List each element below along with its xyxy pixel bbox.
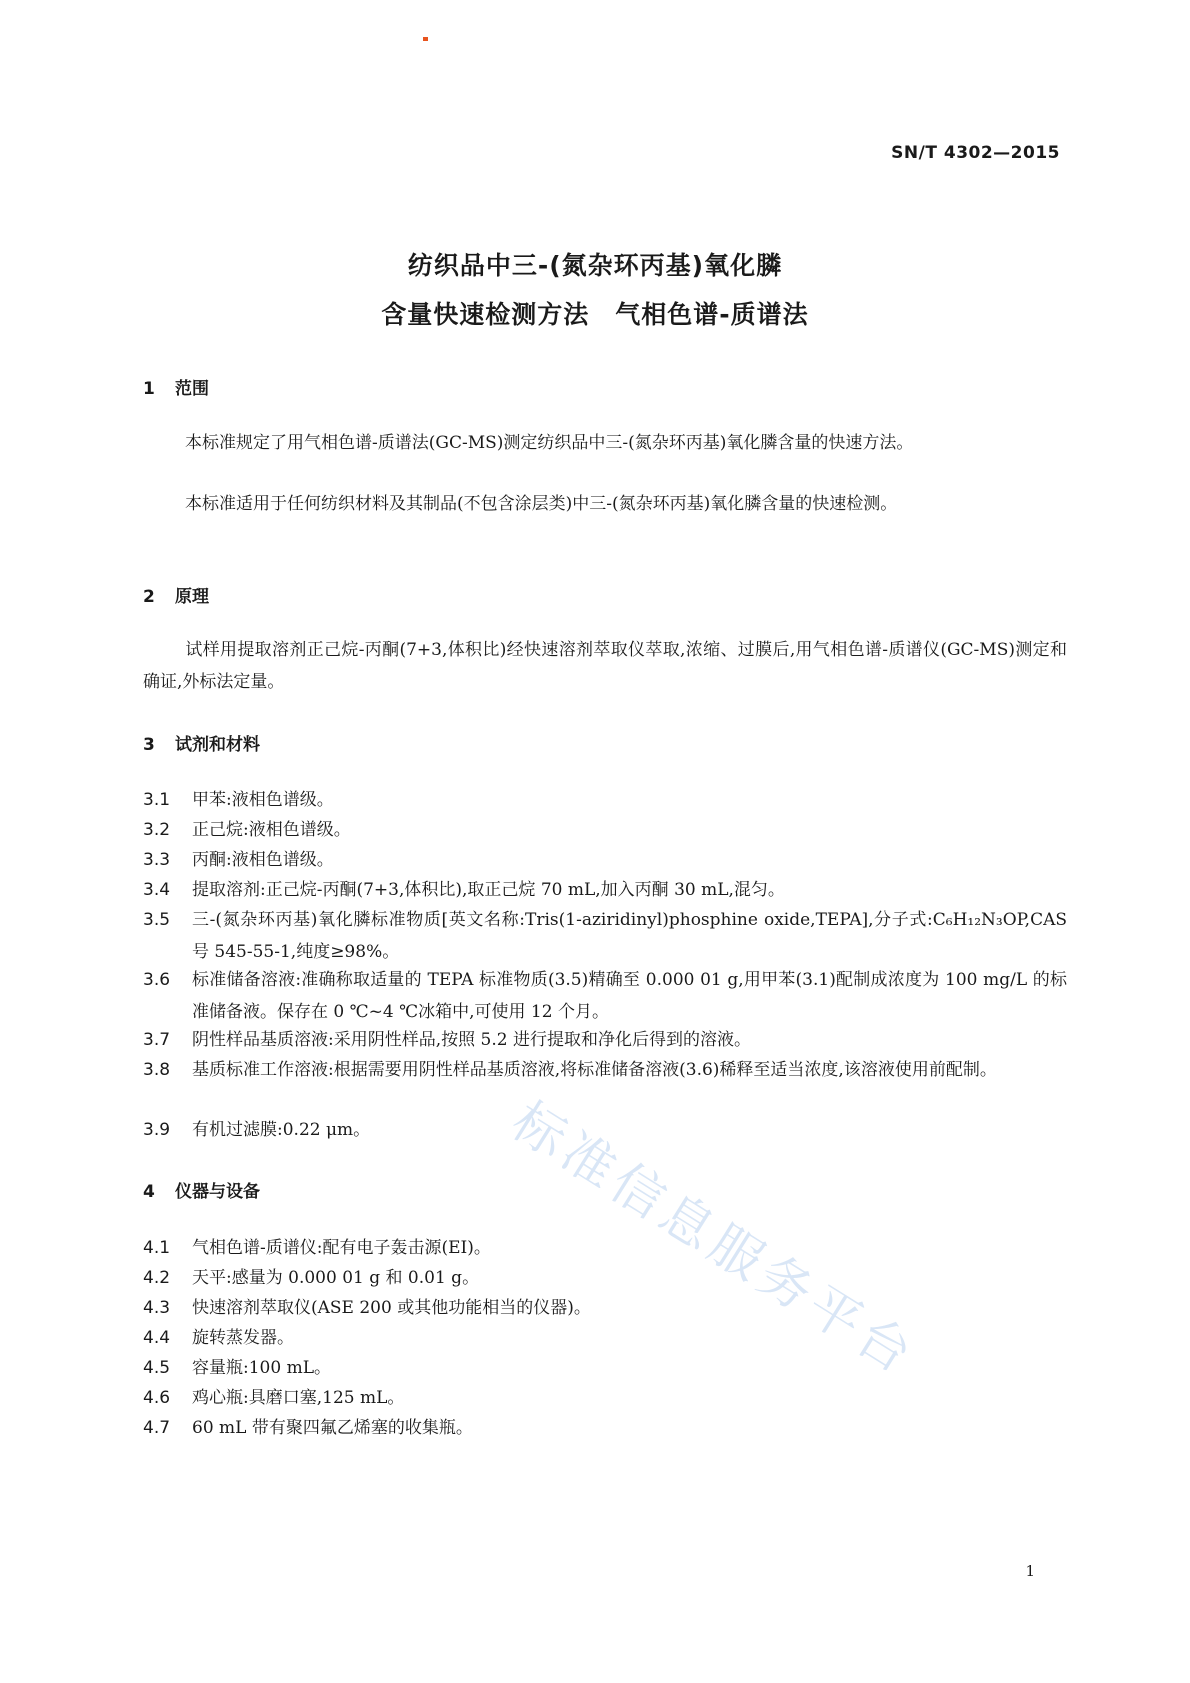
section-number: 3 bbox=[143, 735, 155, 755]
list-item: 3.9 有机过滤膜:0.22 μm。 bbox=[143, 1120, 371, 1140]
list-item: 3.8 基质标准工作溶液:根据需要用阴性样品基质溶液,将标准储备溶液(3.6)稀释至适当浓度,该溶液使用前配制。 bbox=[143, 1060, 997, 1080]
list-item: 4.6 鸡心瓶:具磨口塞,125 mL。 bbox=[143, 1388, 405, 1408]
paragraph: 试样用提取溶剂正己烷-丙酮(7+3,体积比)经快速溶剂萃取仪萃取,浓缩、过膜后,用气相色谱-质谱仪(GC-MS)测定和确证,外标法定量。 bbox=[143, 640, 1067, 692]
section-title: 原理 bbox=[175, 587, 209, 607]
section-number: 1 bbox=[143, 379, 155, 399]
document-title-line1: 纺织品中三-(氮杂环丙基)氧化膦 bbox=[407, 251, 783, 280]
list-item: 4.5 容量瓶:100 mL。 bbox=[143, 1358, 331, 1378]
section-number: 4 bbox=[143, 1182, 155, 1202]
page-number: 1 bbox=[1025, 1562, 1035, 1580]
watermark: 标准信息服务平台 bbox=[501, 1091, 927, 1388]
list-item: 4.1 气相色谱-质谱仪:配有电子轰击源(EI)。 bbox=[143, 1238, 491, 1258]
section-heading-1 bbox=[143, 374, 209, 399]
section-heading-3 bbox=[143, 730, 260, 755]
list-item: 3.5 三-(氮杂环丙基)氧化膦标准物质[英文名称:Tris(1-aziridinyl)phosphine oxide,TEPA],分子式:C₆H₁₂N₃OP,CAS 号 545-55-1,纯度≥98%。 bbox=[143, 910, 1067, 962]
paragraph: 本标准适用于任何纺织材料及其制品(不包含涂层类)中三-(氮杂环丙基)氧化膦含量的快速检测。 bbox=[185, 494, 898, 514]
list-item: 3.6 标准储备溶液:准确称取适量的 TEPA 标准物质(3.5)精确至 0.000 01 g,用甲苯(3.1)配制成浓度为 100 mg/L 的标准储备液。保存在 0 ℃~4 ℃冰箱中,可使用 12 个月。 bbox=[143, 970, 1067, 1022]
list-item: 4.4 旋转蒸发器。 bbox=[143, 1328, 294, 1348]
list-item: 3.3 丙酮:液相色谱级。 bbox=[143, 850, 334, 870]
paragraph: 本标准规定了用气相色谱-质谱法(GC-MS)测定纺织品中三-(氮杂环丙基)氧化膦含量的快速方法。 bbox=[185, 433, 914, 453]
list-item: 4.2 天平:感量为 0.000 01 g 和 0.01 g。 bbox=[143, 1268, 480, 1288]
section-heading-2 bbox=[143, 582, 209, 607]
standard-number: SN/T 4302—2015 bbox=[891, 143, 1060, 163]
orange-mark bbox=[423, 37, 428, 41]
list-item: 3.2 正己烷:液相色谱级。 bbox=[143, 820, 351, 840]
list-item: 4.7 60 mL 带有聚四氟乙烯塞的收集瓶。 bbox=[143, 1418, 473, 1438]
list-item: 3.4 提取溶剂:正己烷-丙酮(7+3,体积比),取正己烷 70 mL,加入丙酮 30 mL,混匀。 bbox=[143, 880, 785, 900]
section-number: 2 bbox=[143, 587, 155, 607]
section-title: 试剂和材料 bbox=[175, 735, 260, 755]
section-title: 仪器与设备 bbox=[175, 1182, 260, 1202]
list-item: 3.7 阴性样品基质溶液:采用阴性样品,按照 5.2 进行提取和净化后得到的溶液。 bbox=[143, 1030, 751, 1050]
list-item: 3.1 甲苯:液相色谱级。 bbox=[143, 790, 334, 810]
list-item: 4.3 快速溶剂萃取仪(ASE 200 或其他功能相当的仪器)。 bbox=[143, 1298, 591, 1318]
section-heading-4 bbox=[143, 1177, 260, 1202]
section-title: 范围 bbox=[175, 379, 209, 399]
document-title-line2: 含量快速检测方法 气相色谱-质谱法 bbox=[381, 300, 809, 329]
